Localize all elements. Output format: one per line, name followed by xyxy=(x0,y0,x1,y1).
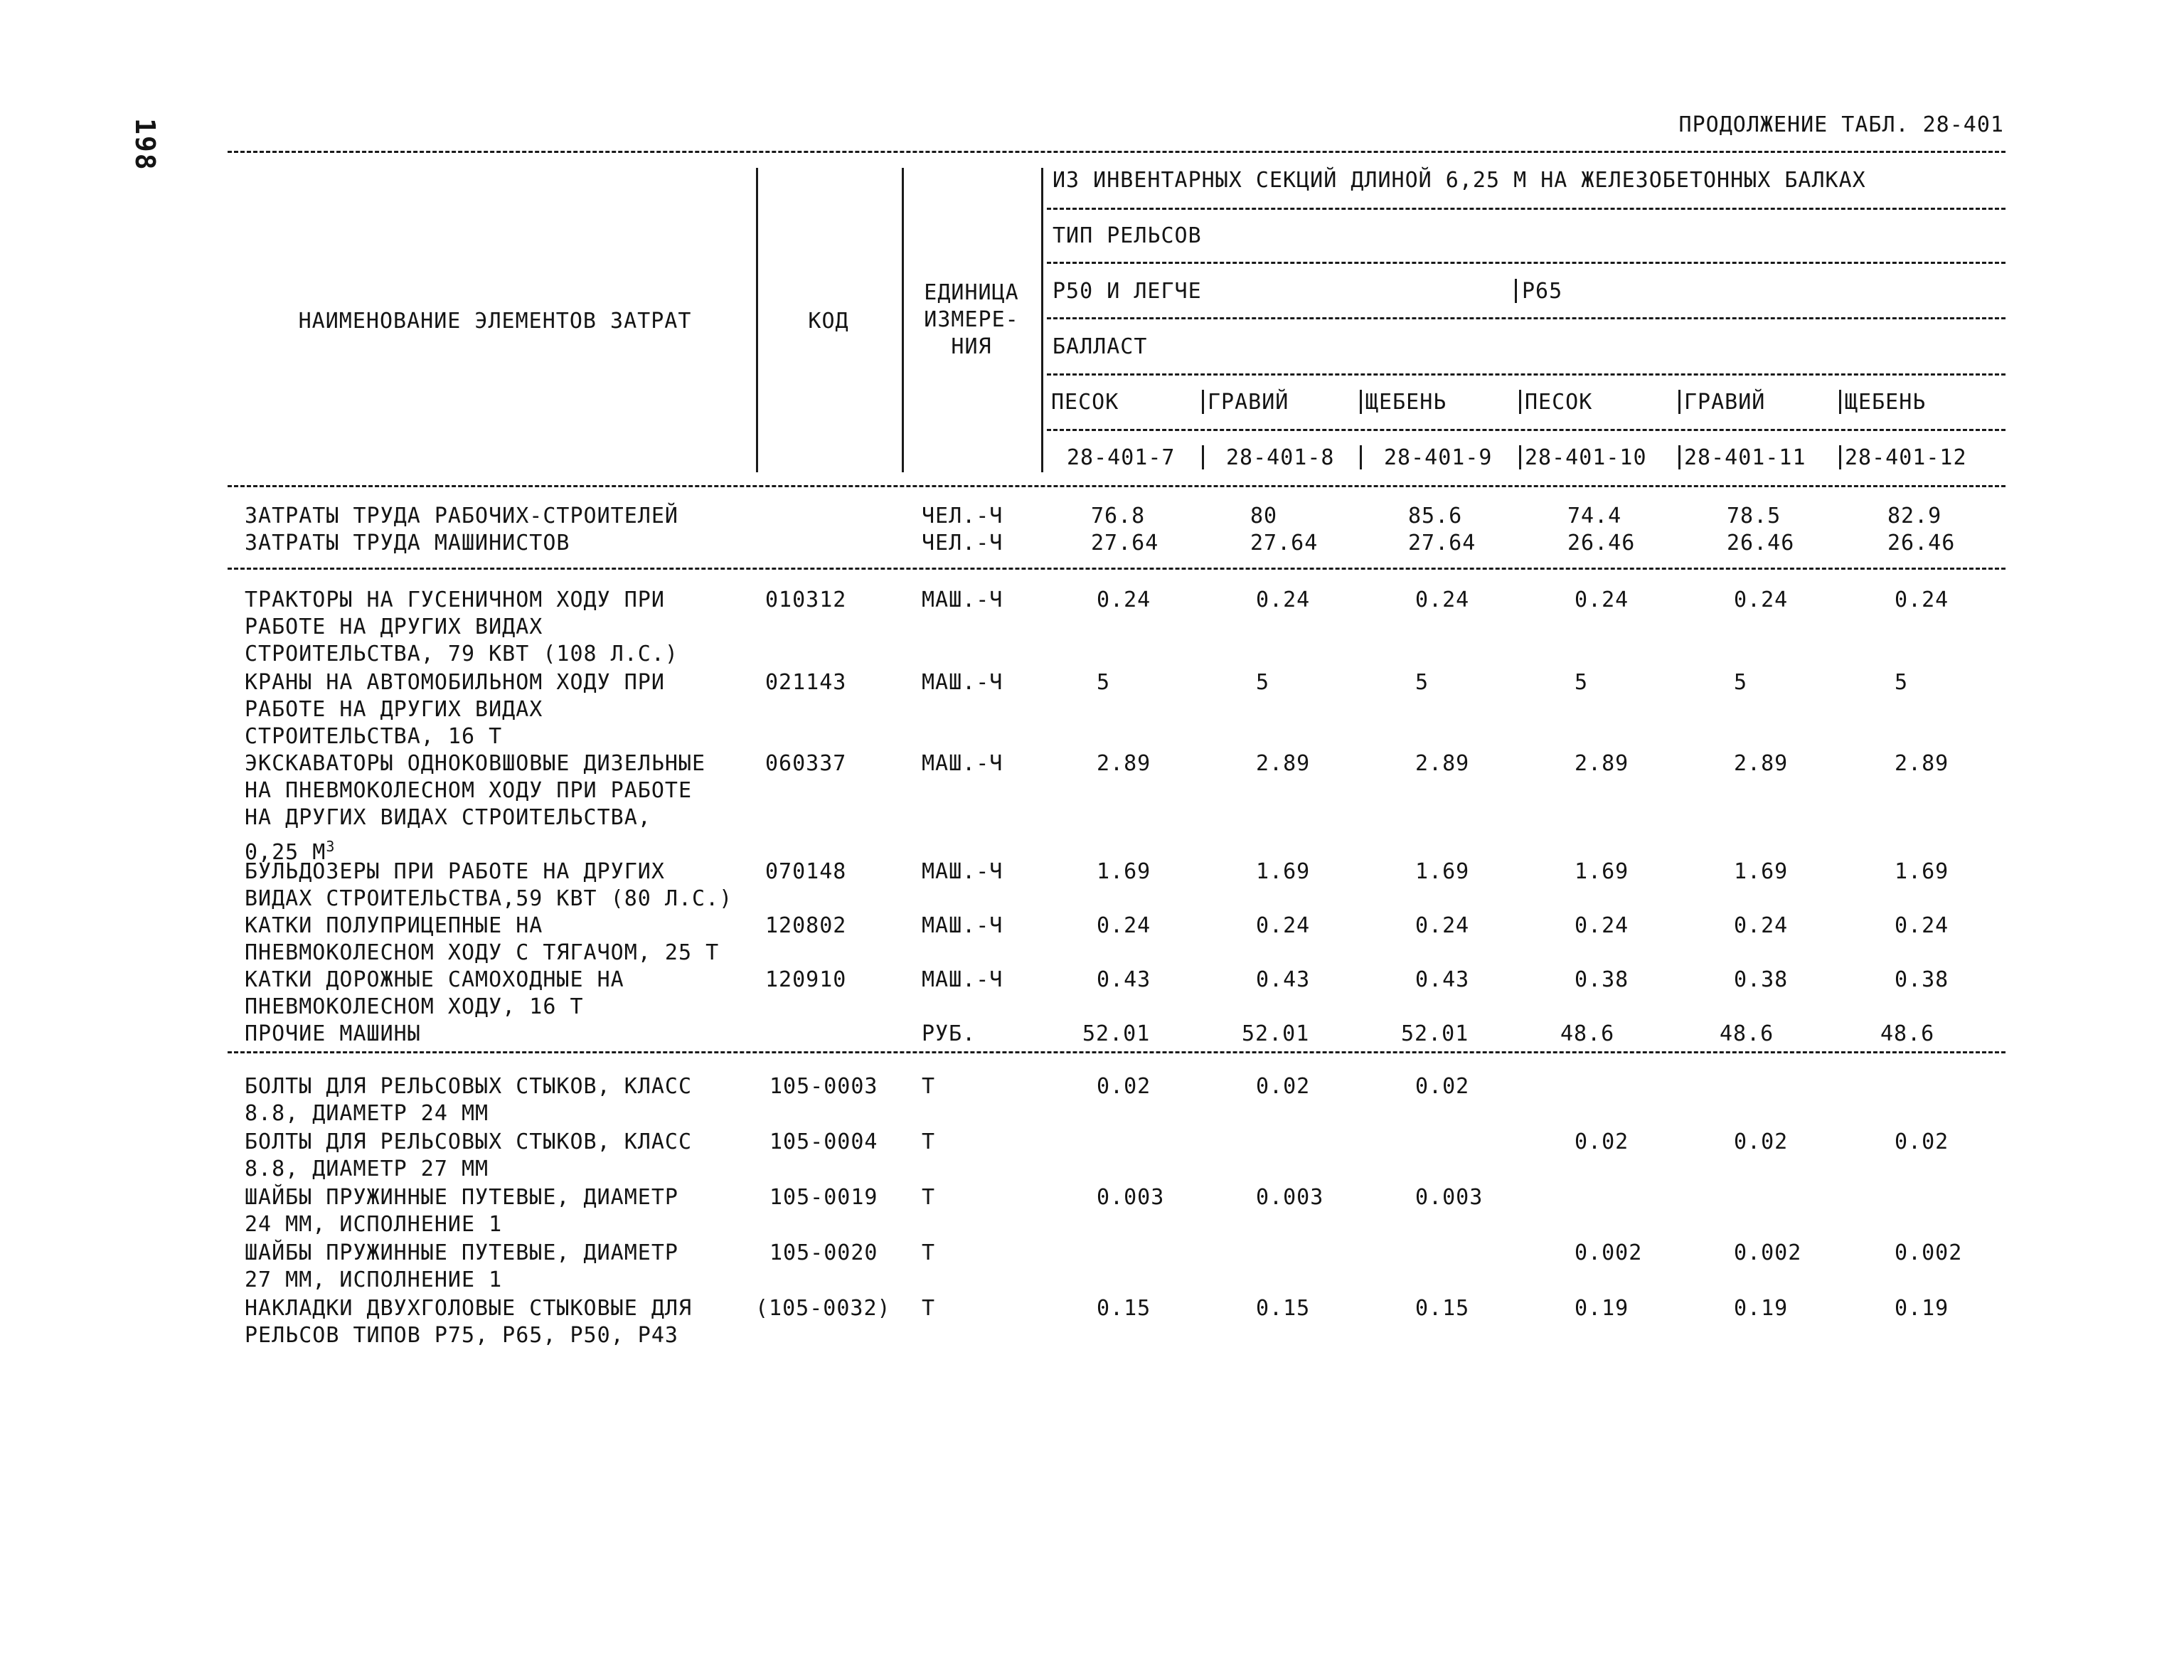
row-name: 27 ММ, ИСПОЛНЕНИЕ 1 xyxy=(245,1267,503,1292)
row-value: 0.24 xyxy=(1575,588,1629,612)
row-value: 0.38 xyxy=(1575,967,1629,992)
row-code: 021143 xyxy=(765,670,847,695)
rule-after-labor xyxy=(228,568,2005,570)
row-value: 0.002 xyxy=(1575,1240,1643,1265)
page-number: 198 xyxy=(129,118,161,171)
row-value: 1.69 xyxy=(1097,859,1151,884)
row-name: КРАНЫ НА АВТОМОБИЛЬНОМ ХОДУ ПРИ xyxy=(245,670,665,695)
ballast-type-5: ГРАВИЙ xyxy=(1684,390,1766,415)
row-unit: ЧЕЛ.-Ч xyxy=(922,531,1003,555)
row-name: КАТКИ ДОРОЖНЫЕ САМОХОДНЫЕ НА xyxy=(245,967,624,992)
row-name: 8.8, ДИАМЕТР 27 ММ xyxy=(245,1157,489,1181)
row-code: 070148 xyxy=(765,859,847,884)
separator-ballast-2 xyxy=(1360,390,1362,414)
header-section-title: ИЗ ИНВЕНТАРНЫХ СЕКЦИЙ ДЛИНОЙ 6,25 М НА ЖЕЛЕЗОБЕТОННЫХ БАЛКАХ xyxy=(1053,168,1866,193)
row-value: 5 xyxy=(1415,670,1429,695)
row-value: 26.46 xyxy=(1727,531,1795,555)
row-name: БОЛТЫ ДЛЯ РЕЛЬСОВЫХ СТЫКОВ, КЛАСС xyxy=(245,1129,693,1154)
row-value: 0.02 xyxy=(1097,1074,1151,1099)
norm-code-4: 28-401-10 xyxy=(1525,445,1647,470)
row-value: 0.15 xyxy=(1256,1296,1311,1321)
row-code: 010312 xyxy=(765,588,847,612)
norm-code-1: 28-401-7 xyxy=(1067,445,1176,470)
header-unit-line2: ИЗМЕРЕ- xyxy=(924,307,1019,332)
row-value: 0.24 xyxy=(1415,588,1470,612)
header-rail-group-1: Р50 И ЛЕГЧЕ xyxy=(1053,279,1202,304)
row-value: 48.6 xyxy=(1880,1021,1935,1046)
row-name: НАКЛАДКИ ДВУХГОЛОВЫЕ СТЫКОВЫЕ ДЛЯ xyxy=(245,1296,693,1321)
ballast-type-2: ГРАВИЙ xyxy=(1208,390,1289,415)
row-name: ВИДАХ СТРОИТЕЛЬСТВА,59 КВТ (80 Л.С.) xyxy=(245,886,733,911)
row-name: РЕЛЬСОВ ТИПОВ Р75, Р65, Р50, Р43 xyxy=(245,1323,678,1348)
header-rail-type: ТИП РЕЛЬСОВ xyxy=(1053,223,1202,248)
row-unit: МАШ.-Ч xyxy=(922,588,1003,612)
row-code: 105-0019 xyxy=(769,1185,878,1210)
rule-section xyxy=(1047,208,2005,210)
row-unit: Т xyxy=(922,1185,936,1210)
row-code: 105-0003 xyxy=(769,1074,878,1099)
norm-code-6: 28-401-12 xyxy=(1845,445,1967,470)
row-value: 78.5 xyxy=(1727,504,1781,528)
row-value: 5 xyxy=(1256,670,1270,695)
rule-after-machines xyxy=(228,1051,2005,1053)
row-value: 48.6 xyxy=(1720,1021,1774,1046)
row-unit: Т xyxy=(922,1296,936,1321)
row-value: 2.89 xyxy=(1415,751,1470,776)
row-name: ПНЕВМОКОЛЕСНОМ ХОДУ, 16 Т xyxy=(245,994,584,1019)
row-value: 0.15 xyxy=(1097,1296,1151,1321)
row-value: 0.003 xyxy=(1256,1185,1324,1210)
row-value: 82.9 xyxy=(1887,504,1942,528)
row-value: 0.003 xyxy=(1415,1185,1483,1210)
separator-name-code xyxy=(756,168,758,472)
separator-rail-groups xyxy=(1515,279,1517,303)
row-unit: МАШ.-Ч xyxy=(922,751,1003,776)
row-value: 74.4 xyxy=(1567,504,1622,528)
row-value: 0.19 xyxy=(1734,1296,1789,1321)
row-value: 76.8 xyxy=(1091,504,1146,528)
row-unit: МАШ.-Ч xyxy=(922,967,1003,992)
row-value: 0.43 xyxy=(1256,967,1311,992)
row-value: 0.02 xyxy=(1734,1129,1789,1154)
row-value: 5 xyxy=(1895,670,1909,695)
row-value: 0.24 xyxy=(1256,588,1311,612)
row-value: 0.38 xyxy=(1895,967,1949,992)
header-unit-line1: ЕДИНИЦА xyxy=(924,280,1019,305)
row-value: 26.46 xyxy=(1887,531,1956,555)
row-name: РАБОТЕ НА ДРУГИХ ВИДАХ xyxy=(245,697,543,722)
row-name: ЭКСКАВАТОРЫ ОДНОКОВШОВЫЕ ДИЗЕЛЬНЫЕ xyxy=(245,751,706,776)
row-name: СТРОИТЕЛЬСТВА, 79 КВТ (108 Л.С.) xyxy=(245,642,678,666)
rule-rail-type xyxy=(1047,262,2005,264)
norm-code-3: 28-401-9 xyxy=(1384,445,1493,470)
row-value: 0.15 xyxy=(1415,1296,1470,1321)
row-name: 8.8, ДИАМЕТР 24 ММ xyxy=(245,1101,489,1126)
row-value: 0.19 xyxy=(1895,1296,1949,1321)
row-unit: МАШ.-Ч xyxy=(922,913,1003,938)
row-value: 2.89 xyxy=(1097,751,1151,776)
norm-code-2: 28-401-8 xyxy=(1226,445,1335,470)
row-value: 0.002 xyxy=(1734,1240,1802,1265)
row-value: 0.24 xyxy=(1575,913,1629,938)
header-unit-line3: НИЯ xyxy=(951,334,992,359)
row-value: 0.02 xyxy=(1575,1129,1629,1154)
row-value: 0.02 xyxy=(1895,1129,1949,1154)
row-value: 2.89 xyxy=(1575,751,1629,776)
row-value: 0.24 xyxy=(1895,913,1949,938)
rule-ballast xyxy=(1047,373,2005,376)
row-name: ЗАТРАТЫ ТРУДА РАБОЧИХ-СТРОИТЕЛЕЙ xyxy=(245,504,678,528)
row-unit: РУБ. xyxy=(922,1021,976,1046)
row-value: 1.69 xyxy=(1256,859,1311,884)
separator-code-unit xyxy=(902,168,904,472)
header-name-column: НАИМЕНОВАНИЕ ЭЛЕМЕНТОВ ЗАТРАТ xyxy=(298,309,692,334)
rule-header-bottom xyxy=(228,485,2005,487)
row-value: 2.89 xyxy=(1895,751,1949,776)
row-value: 52.01 xyxy=(1401,1021,1469,1046)
row-value: 5 xyxy=(1097,670,1111,695)
row-value: 0.24 xyxy=(1256,913,1311,938)
header-ballast: БАЛЛАСТ xyxy=(1053,334,1148,359)
header-rail-group-2: Р65 xyxy=(1522,279,1563,304)
row-unit: Т xyxy=(922,1240,936,1265)
ballast-type-1: ПЕСОК xyxy=(1051,390,1119,415)
row-code: 120802 xyxy=(765,913,847,938)
norm-code-5: 28-401-11 xyxy=(1684,445,1806,470)
separator-code-2 xyxy=(1360,445,1362,469)
row-code: 105-0020 xyxy=(769,1240,878,1265)
row-name: БОЛТЫ ДЛЯ РЕЛЬСОВЫХ СТЫКОВ, КЛАСС xyxy=(245,1074,693,1099)
row-value: 5 xyxy=(1575,670,1589,695)
row-value: 1.69 xyxy=(1575,859,1629,884)
row-value: 0.02 xyxy=(1256,1074,1311,1099)
row-value: 0.43 xyxy=(1097,967,1151,992)
row-unit: МАШ.-Ч xyxy=(922,859,1003,884)
row-value: 0.38 xyxy=(1734,967,1789,992)
row-value: 52.01 xyxy=(1082,1021,1151,1046)
row-value: 0.24 xyxy=(1097,913,1151,938)
row-value: 26.46 xyxy=(1567,531,1636,555)
row-value: 0.24 xyxy=(1415,913,1470,938)
row-value: 0.24 xyxy=(1734,913,1789,938)
separator-code-5 xyxy=(1839,445,1841,469)
row-value: 5 xyxy=(1734,670,1748,695)
row-value: 0.19 xyxy=(1575,1296,1629,1321)
ballast-type-3: ЩЕБЕНЬ xyxy=(1365,390,1447,415)
row-name: ПРОЧИЕ МАШИНЫ xyxy=(245,1021,421,1046)
separator-code-4 xyxy=(1678,445,1680,469)
row-unit: МАШ.-Ч xyxy=(922,670,1003,695)
row-code: (105-0032) xyxy=(755,1296,891,1321)
row-name: НА ДРУГИХ ВИДАХ СТРОИТЕЛЬСТВА, xyxy=(245,805,651,830)
row-name: 24 ММ, ИСПОЛНЕНИЕ 1 xyxy=(245,1212,503,1237)
row-name: КАТКИ ПОЛУПРИЦЕПНЫЕ НА xyxy=(245,913,543,938)
separator-code-3 xyxy=(1519,445,1521,469)
row-value: 2.89 xyxy=(1734,751,1789,776)
separator-unit-values xyxy=(1041,168,1043,472)
row-value: 27.64 xyxy=(1408,531,1476,555)
row-value: 1.69 xyxy=(1734,859,1789,884)
row-name: НА ПНЕВМОКОЛЕСНОМ ХОДУ ПРИ РАБОТЕ xyxy=(245,778,693,803)
row-value: 80 xyxy=(1250,504,1278,528)
rule-ballast-types xyxy=(1047,429,2005,431)
separator-ballast-1 xyxy=(1202,390,1204,414)
ballast-type-6: ЩЕБЕНЬ xyxy=(1845,390,1927,415)
row-name: ПНЕВМОКОЛЕСНОМ ХОДУ С ТЯГАЧОМ, 25 Т xyxy=(245,940,720,965)
row-name: ШАЙБЫ ПРУЖИННЫЕ ПУТЕВЫЕ, ДИАМЕТР xyxy=(245,1240,678,1265)
rule-rail-groups xyxy=(1047,317,2005,319)
separator-ballast-5 xyxy=(1839,390,1841,414)
row-unit: Т xyxy=(922,1129,936,1154)
row-code: 060337 xyxy=(765,751,847,776)
row-value: 0.43 xyxy=(1415,967,1470,992)
header-code-column: КОД xyxy=(808,309,849,334)
rule-top xyxy=(228,151,2005,153)
row-name: ТРАКТОРЫ НА ГУСЕНИЧНОМ ХОДУ ПРИ xyxy=(245,588,665,612)
row-value: 2.89 xyxy=(1256,751,1311,776)
separator-code-1 xyxy=(1202,445,1204,469)
row-name: РАБОТЕ НА ДРУГИХ ВИДАХ xyxy=(245,615,543,639)
table-continuation-label: ПРОДОЛЖЕНИЕ ТАБЛ. 28-401 xyxy=(1678,112,2004,137)
row-name-part: 0,25 М xyxy=(245,840,326,865)
row-name: ЗАТРАТЫ ТРУДА МАШИНИСТОВ xyxy=(245,531,570,555)
row-name: СТРОИТЕЛЬСТВА, 16 Т xyxy=(245,724,503,749)
row-value: 0.002 xyxy=(1895,1240,1963,1265)
row-value: 27.64 xyxy=(1091,531,1159,555)
row-value: 85.6 xyxy=(1408,504,1463,528)
separator-ballast-4 xyxy=(1678,390,1680,414)
row-name: ШАЙБЫ ПРУЖИННЫЕ ПУТЕВЫЕ, ДИАМЕТР xyxy=(245,1185,678,1210)
ballast-type-4: ПЕСОК xyxy=(1525,390,1593,415)
row-code: 105-0004 xyxy=(769,1129,878,1154)
row-unit: Т xyxy=(922,1074,936,1099)
row-value: 48.6 xyxy=(1560,1021,1615,1046)
row-value: 0.24 xyxy=(1734,588,1789,612)
separator-ballast-3 xyxy=(1519,390,1521,414)
row-value: 1.69 xyxy=(1895,859,1949,884)
row-value: 1.69 xyxy=(1415,859,1470,884)
row-unit: ЧЕЛ.-Ч xyxy=(922,504,1003,528)
superscript-power: 3 xyxy=(326,838,336,855)
row-value: 0.24 xyxy=(1895,588,1949,612)
row-value: 27.64 xyxy=(1250,531,1319,555)
row-value: 0.02 xyxy=(1415,1074,1470,1099)
row-value: 0.24 xyxy=(1097,588,1151,612)
row-value: 0.003 xyxy=(1097,1185,1165,1210)
row-name: БУЛЬДОЗЕРЫ ПРИ РАБОТЕ НА ДРУГИХ xyxy=(245,859,665,884)
row-value: 52.01 xyxy=(1242,1021,1310,1046)
row-code: 120910 xyxy=(765,967,847,992)
